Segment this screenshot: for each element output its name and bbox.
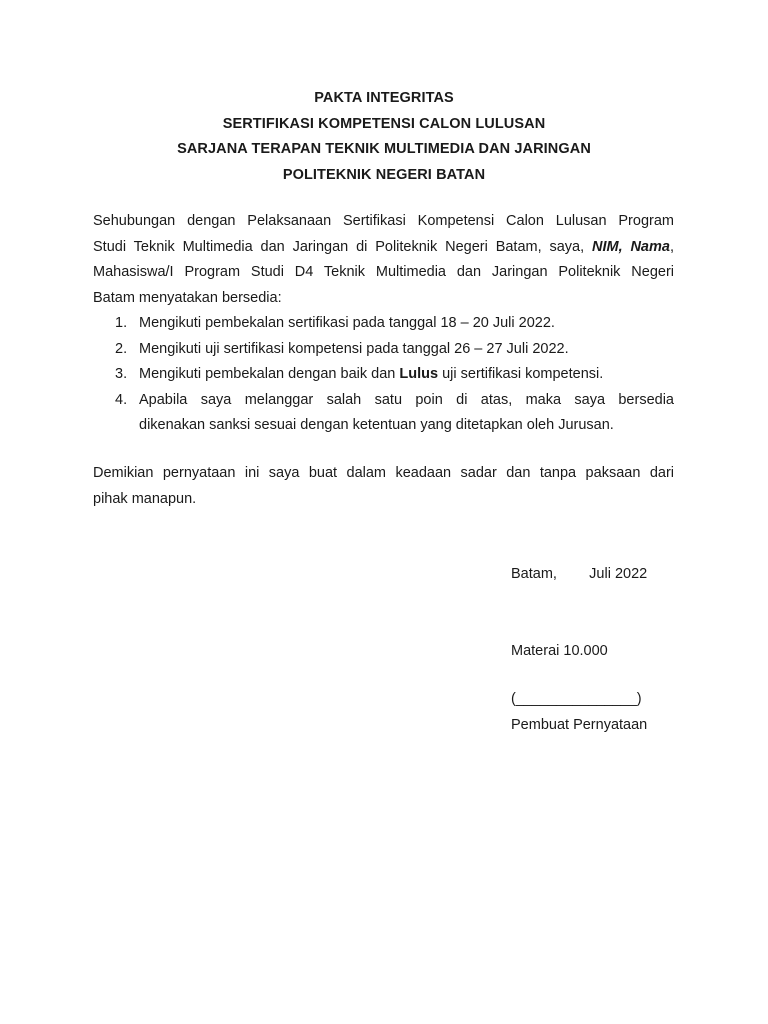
list-number: 2. (115, 340, 128, 357)
list-text-line: dikenakan sanksi sesuai dengan ketentuan yang ditetapkan oleh Jurusan. (139, 417, 614, 433)
document-title (0, 86, 768, 188)
closing-line-2: pihak manapun. (93, 490, 197, 507)
title-line-4: POLITEKNIK NEGERI BATAN (282, 166, 486, 183)
list-text-line: Mengikuti uji sertifikasi kompetensi pada tanggal 26 – 27 Juli 2022. (139, 340, 569, 357)
lulus-emphasis: Lulus (399, 366, 439, 382)
title-line-2: SERTIFIKASI KOMPETENSI CALON LULUSAN (222, 115, 546, 132)
commitment-list (93, 311, 674, 439)
intro-paragraph (93, 209, 674, 311)
place-date: Batam, Juli 2022 (511, 566, 648, 582)
list-text-line (139, 362, 674, 388)
list-number: 1. (115, 315, 128, 331)
intro-line-2 (93, 235, 674, 261)
list-text (139, 337, 674, 363)
title-line-3: SARJANA TERAPAN TEKNIK MULTIMEDIA DAN JARINGAN (177, 141, 591, 157)
intro-line-4: Batam menyatakan bersedia: (93, 289, 282, 306)
list-text (139, 362, 674, 388)
list-item (93, 311, 674, 337)
document-body (93, 209, 674, 439)
list-text (139, 388, 674, 439)
intro-line-3: Mahasiswa/I Program Studi D4 Teknik Multimedia dan Jaringan Politeknik Negeri (93, 264, 674, 280)
list-text-line: Apabila saya melanggar salah satu poin di atas, maka saya bersedia (139, 391, 674, 408)
intro-line-1: Sehubungan dengan Pelaksanaan Sertifikasi Kompetensi Calon Lulusan Program (93, 213, 674, 229)
signer-role: Pembuat Pernyataan (511, 717, 648, 733)
list-number: 3. (115, 366, 128, 382)
closing-line-1: Demikian pernyataan ini saya buat dalam keadaan sadar dan tanpa paksaan dari (93, 465, 674, 481)
list-item (93, 362, 674, 388)
list-text-line: Mengikuti pembekalan sertifikasi pada tanggal 18 – 20 Juli 2022. (139, 315, 555, 331)
nim-nama-placeholder: NIM, Nama (592, 238, 670, 255)
list-item (93, 388, 674, 439)
stamp-label: Materai 10.000 (511, 643, 608, 659)
list-text-part: uji sertifikasi kompetensi. (438, 366, 604, 382)
closing-paragraph (93, 461, 674, 512)
title-line-1: PAKTA INTEGRITAS (314, 90, 454, 106)
list-text-part: Mengikuti pembekalan dengan baik dan (139, 366, 400, 382)
list-text (139, 311, 674, 337)
signature-line: (_______________) (511, 691, 642, 707)
intro-line-2-text: Studi Teknik Multimedia dan Jaringan di Politeknik Negeri Batam, saya, (93, 238, 592, 255)
list-number: 4. (115, 391, 128, 408)
intro-line-2-comma: , (669, 238, 674, 255)
list-item (93, 337, 674, 363)
